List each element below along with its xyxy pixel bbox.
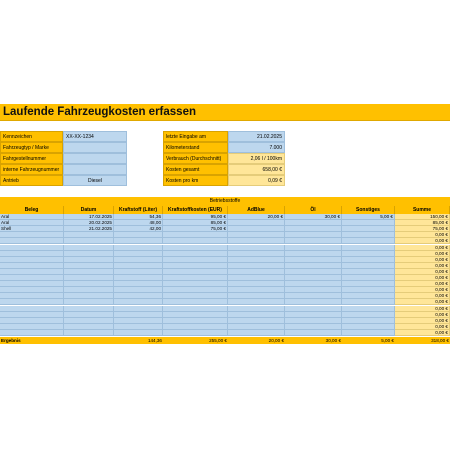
cell-summe: 0,00 € bbox=[395, 238, 450, 244]
label-fahrgestellnummer: Fahrgestellnummer bbox=[0, 153, 63, 164]
col-kraftstoffkosten: Kraftstoffkosten (EUR) bbox=[163, 206, 228, 214]
value-verbrauch: 2,06 l / 100km bbox=[228, 153, 285, 164]
label-verbrauch: Verbrauch (Durchschnitt) bbox=[163, 153, 228, 164]
cell-kraftstoffkosten[interactable]: 75,00 € bbox=[163, 226, 228, 232]
cell-adblue[interactable]: 20,00 € bbox=[228, 214, 285, 220]
label-kilometerstand: Kilometerstand bbox=[163, 142, 228, 153]
cell-kraftstoff-liter[interactable]: 48,00 bbox=[114, 220, 163, 226]
page-title: Laufende Fahrzeugkosten erfassen bbox=[3, 106, 196, 118]
totals-kraftstoff-liter: 144,36 bbox=[147, 338, 162, 343]
totals-label: Ergebnis bbox=[1, 338, 21, 343]
cell-sonstiges[interactable]: 5,00 € bbox=[342, 214, 395, 220]
cell-summe: 0,00 € bbox=[395, 232, 450, 238]
value-kosten-gesamt: 658,00 € bbox=[228, 164, 285, 175]
totals-row bbox=[0, 337, 450, 344]
label-kosten-pro-km: Kosten pro km bbox=[163, 175, 228, 186]
cell-summe: 0,00 € bbox=[395, 251, 450, 257]
cell-summe: 0,00 € bbox=[395, 257, 450, 263]
col-datum: Datum bbox=[64, 206, 114, 214]
cell-summe: 0,00 € bbox=[395, 263, 450, 269]
cell-datum[interactable] bbox=[64, 330, 114, 336]
cell-datum[interactable]: 20.02.2025 bbox=[64, 220, 114, 226]
col-summe: Summe bbox=[395, 206, 450, 214]
cell-datum[interactable]: 21.02.2025 bbox=[64, 226, 114, 232]
totals-summe: 318,00 € bbox=[431, 338, 449, 343]
cell-sonstiges[interactable] bbox=[342, 330, 395, 336]
cell-summe: 85,00 € bbox=[395, 220, 450, 226]
cell-kraftstoffkosten[interactable] bbox=[163, 330, 228, 336]
cell-oel[interactable]: 30,00 € bbox=[285, 214, 342, 220]
cell-summe: 0,00 € bbox=[395, 245, 450, 251]
totals-kraftstoffkosten: 255,00 € bbox=[209, 338, 227, 343]
col-kraftstoff-liter: Kraftstoff (Liter) bbox=[114, 206, 163, 214]
col-oel: Öl bbox=[285, 206, 342, 214]
cell-kraftstoff-liter[interactable] bbox=[114, 330, 163, 336]
cell-datum[interactable]: 17.02.2025 bbox=[64, 214, 114, 220]
cell-summe: 0,00 € bbox=[395, 312, 450, 318]
cell-oel[interactable] bbox=[285, 330, 342, 336]
cell-summe: 0,00 € bbox=[395, 269, 450, 275]
cell-summe: 75,00 € bbox=[395, 226, 450, 232]
col-beleg: Beleg bbox=[0, 206, 64, 214]
cell-summe: 0,00 € bbox=[395, 287, 450, 293]
cell-summe: 0,00 € bbox=[395, 306, 450, 312]
totals-datum bbox=[64, 337, 114, 344]
cell-summe: 0,00 € bbox=[395, 324, 450, 330]
col-sonstiges: Sonstiges bbox=[342, 206, 395, 214]
cell-kraftstoffkosten[interactable]: 95,00 € bbox=[163, 214, 228, 220]
totals-sonstiges: 5,00 € bbox=[381, 338, 394, 343]
field-kennzeichen[interactable]: XX-XX-1234 bbox=[63, 131, 127, 142]
label-kennzeichen: Kennzeichen bbox=[0, 131, 63, 142]
cell-summe: 0,00 € bbox=[395, 293, 450, 299]
totals-oel: 30,00 € bbox=[325, 338, 341, 343]
cell-beleg[interactable]: Shell bbox=[0, 226, 64, 232]
field-fahrzeugtyp[interactable] bbox=[63, 142, 127, 153]
section-title: Betriebsstoffe bbox=[0, 197, 450, 206]
label-antrieb: Antrieb bbox=[0, 175, 63, 186]
cell-summe: 0,00 € bbox=[395, 318, 450, 324]
label-fahrzeugtyp: Fahrzeugtyp / Marke bbox=[0, 142, 63, 153]
cell-beleg[interactable]: Aral bbox=[0, 220, 64, 226]
field-interne-fahrzeugnummer[interactable] bbox=[63, 164, 127, 175]
cell-summe: 0,00 € bbox=[395, 275, 450, 281]
cell-summe: 150,00 € bbox=[395, 214, 450, 220]
cell-adblue[interactable] bbox=[228, 330, 285, 336]
field-kilometerstand[interactable]: 7.000 bbox=[228, 142, 285, 153]
cell-kraftstoffkosten[interactable]: 85,00 € bbox=[163, 220, 228, 226]
cell-kraftstoff-liter[interactable]: 54,36 bbox=[114, 214, 163, 220]
cell-beleg[interactable]: Aral bbox=[0, 214, 64, 220]
label-interne-fahrzeugnummer: interne Fahrzeugnummer bbox=[0, 164, 63, 175]
cell-summe: 0,00 € bbox=[395, 299, 450, 305]
label-letzte-eingabe: letzte Eingabe am bbox=[163, 131, 228, 142]
col-adblue: AdBlue bbox=[228, 206, 285, 214]
table-row bbox=[0, 330, 450, 336]
field-antrieb[interactable]: Diesel bbox=[63, 175, 127, 186]
cell-summe: 0,00 € bbox=[395, 281, 450, 287]
label-kosten-gesamt: Kosten gesamt bbox=[163, 164, 228, 175]
value-kosten-pro-km: 0,09 € bbox=[228, 175, 285, 186]
totals-adblue: 20,00 € bbox=[268, 338, 284, 343]
field-letzte-eingabe[interactable]: 21.02.2025 bbox=[228, 131, 285, 142]
cell-beleg[interactable] bbox=[0, 330, 64, 336]
cell-summe: 0,00 € bbox=[395, 330, 450, 336]
cell-kraftstoff-liter[interactable]: 42,00 bbox=[114, 226, 163, 232]
field-fahrgestellnummer[interactable] bbox=[63, 153, 127, 164]
